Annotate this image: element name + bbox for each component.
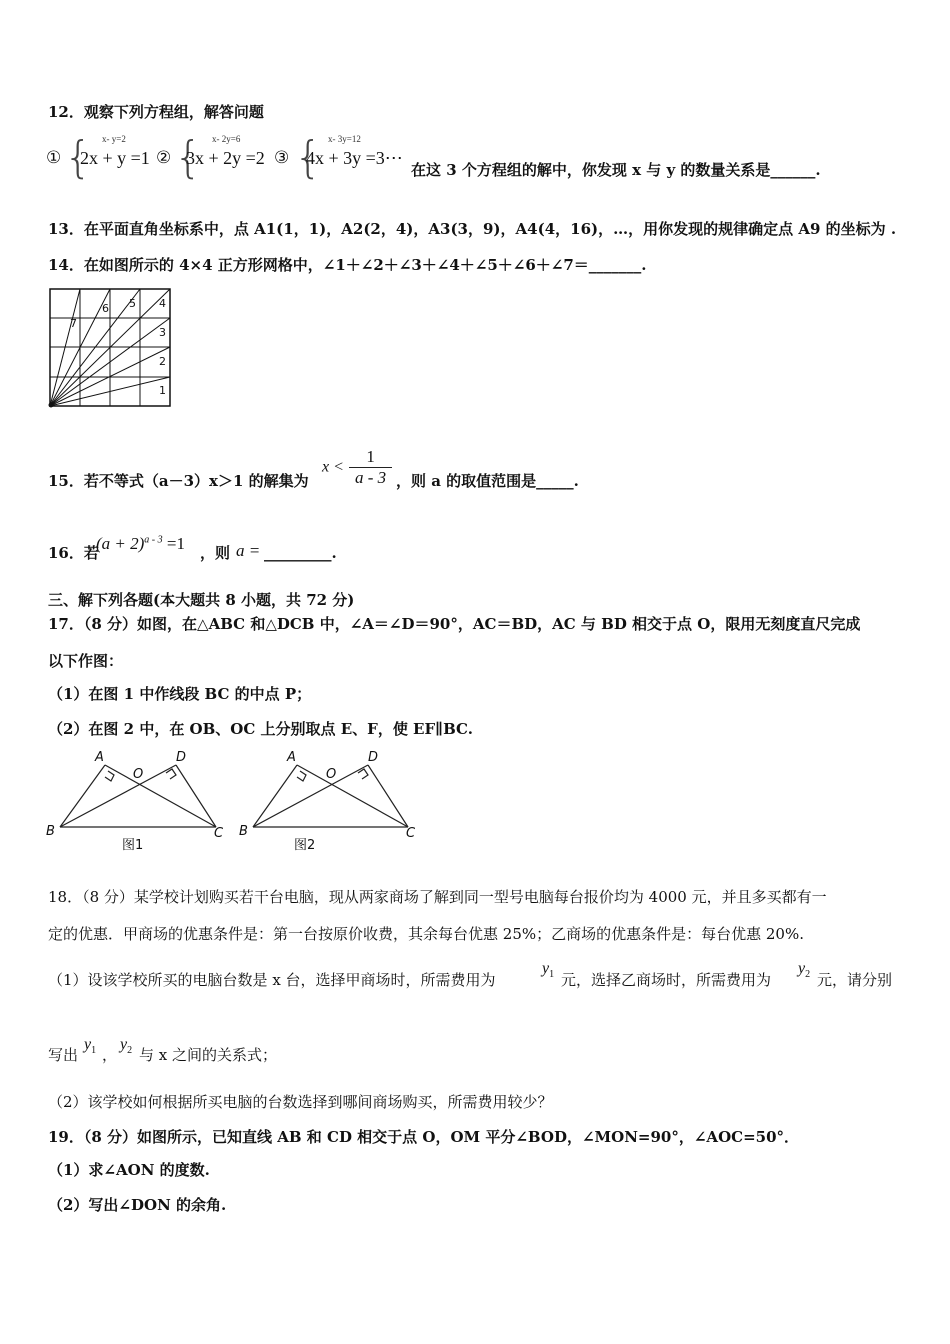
angle-label: 5 [129,297,136,310]
point-label: D [176,750,187,765]
point-label: B [46,824,55,839]
section-heading: 三、解下列各题(本大题共 8 小题，共 72 分) [48,591,355,609]
q15-prefix: 15．若不等式（a－3）x＞1 的解集为 [48,472,309,490]
inequality-lhs: x < [322,458,344,476]
figure-caption: 图2 [294,838,316,853]
q13-text: 13．在平面直角坐标系中，点 A1(1，1)，A2(2，4)，A3(3，9)，A4(4，16)，…，用你发现的规律确定点 A9 的坐标为 . [48,220,897,238]
q17-line1: 17．（8 分）如图，在△ABC 和△DCB 中，∠A＝∠D＝90°，AC＝BD，AC 与 BD 相交于点 O，限用无刻度直尺完成 [48,615,861,633]
system2-top: x- 2y=6 [212,134,241,144]
system-mark-1: ① [46,148,62,167]
y2-subscript: 2 [127,1045,133,1057]
q16-blank: _________. [264,544,337,562]
fraction-numerator: 1 [349,447,392,468]
angle-label: 2 [159,355,166,368]
q16-prefix: 16．若 [48,544,99,562]
q15-suffix: ，则 a 的取值范围是_____. [396,472,579,490]
q15-solution-set [322,447,392,488]
point-label: C [406,826,416,841]
q17-part2: （2）在图 2 中，在 OB、OC 上分别取点 E、F，使 EF∥BC. [48,720,473,738]
q14-grid-figure [46,286,174,410]
angle-label: 4 [159,297,166,310]
y1-symbol [542,960,554,980]
angle-label: 1 [159,384,166,397]
q19-part1: （1）求∠AON 的度数. [48,1161,210,1179]
y2-subscript: 2 [805,969,811,981]
system3-top: x- 3y=12 [328,134,361,144]
y1-symbol [84,1036,96,1056]
brace-icon: { [64,132,92,183]
angle-label: 6 [102,302,109,315]
q18-part1-d: 写出 [48,1046,79,1064]
q18-part1-f: 与 x 之间的关系式； [139,1046,277,1064]
figure-caption: 图1 [122,838,144,853]
q12-equation-systems [46,134,426,186]
q18-line1: 18．（8 分）某学校计划购买若干台电脑，现从两家商场了解到同一型号电脑每台报价均为 4000 元，并且多买都有一 [48,888,827,906]
y2-symbol [798,960,810,980]
expression-exponent: a - 3 [144,534,163,546]
system-mark-3: ③ [274,148,290,167]
y2-letter: y [798,960,806,977]
system2-bottom: 3x + 2y =2 [186,148,265,168]
q19-line1: 19．（8 分）如图所示，已知直线 AB 和 CD 相交于点 O，OM 平分∠BOD，∠MON=90°，∠AOC=50°． [48,1128,800,1146]
point-label: B [239,824,248,839]
q14-text: 14．在如图所示的 4×4 正方形网格中，∠1＋∠2＋∠3＋∠4＋∠5＋∠6＋∠7＝_______. [48,256,647,274]
q19-part2: （2）写出∠DON 的余角. [48,1196,227,1214]
point-label: A [287,750,296,765]
system1-bottom: 2x + y =1 [80,148,150,168]
y1-letter: y [84,1036,92,1053]
q12-question: 在这 3 个方程组的解中，你发现 x 与 y 的数量关系是______. [411,161,821,179]
triangle-diagrams [42,745,432,855]
corner-dot [49,403,54,408]
q16-variable: a = [236,541,261,560]
system-mark-2: ② [156,148,172,167]
system1-top: x- y=2 [102,134,126,144]
system3-bottom: 4x + 3y =3⋯ [306,148,403,168]
q18-part1-c: 元，请分别 [817,971,893,989]
point-label: A [95,750,104,765]
expression-base: (a + 2) [96,534,145,553]
q12-stem: 12．观察下列方程组，解答问题 [48,103,264,121]
point-label: O [326,767,337,782]
expression-rhs: =1 [166,534,185,553]
q16-mid: ，则 [200,544,231,562]
q16-expression [96,534,185,554]
brace-icon: { [174,132,202,183]
q17-part1: （1）在图 1 中作线段 BC 的中点 P； [48,685,312,703]
fraction-denominator: a - 3 [355,468,387,487]
angle-label: 7 [70,317,77,330]
q18-part1-a: （1）设该学校所买的电脑台数是 x 台，选择甲商场时，所需费用为 [48,971,496,989]
y1-subscript: 1 [91,1045,97,1057]
q18-line2: 定的优惠．甲商场的优惠条件是：第一台按原价收费，其余每台优惠 25%；乙商场的优惠条件是：每台优惠 20%. [48,925,804,943]
y1-subscript: 1 [549,969,555,981]
fraction [349,447,392,488]
q18-part2: （2）该学校如何根据所买电脑的台数选择到哪间商场购买，所需费用较少？ [48,1093,553,1111]
brace-icon: { [294,132,322,183]
y1-letter: y [542,960,550,977]
q17-line2: 以下作图： [48,652,124,670]
grid-diagram [46,286,174,410]
y2-letter: y [120,1036,128,1053]
q17-figures [42,745,432,855]
point-label: O [133,767,144,782]
y2-symbol [120,1036,132,1056]
angle-label: 3 [159,326,166,339]
q18-part1-b: 元，选择乙商场时，所需费用为 [561,971,772,989]
point-label: D [368,750,379,765]
point-label: C [214,826,224,841]
q18-part1-e: ， [102,1046,118,1064]
